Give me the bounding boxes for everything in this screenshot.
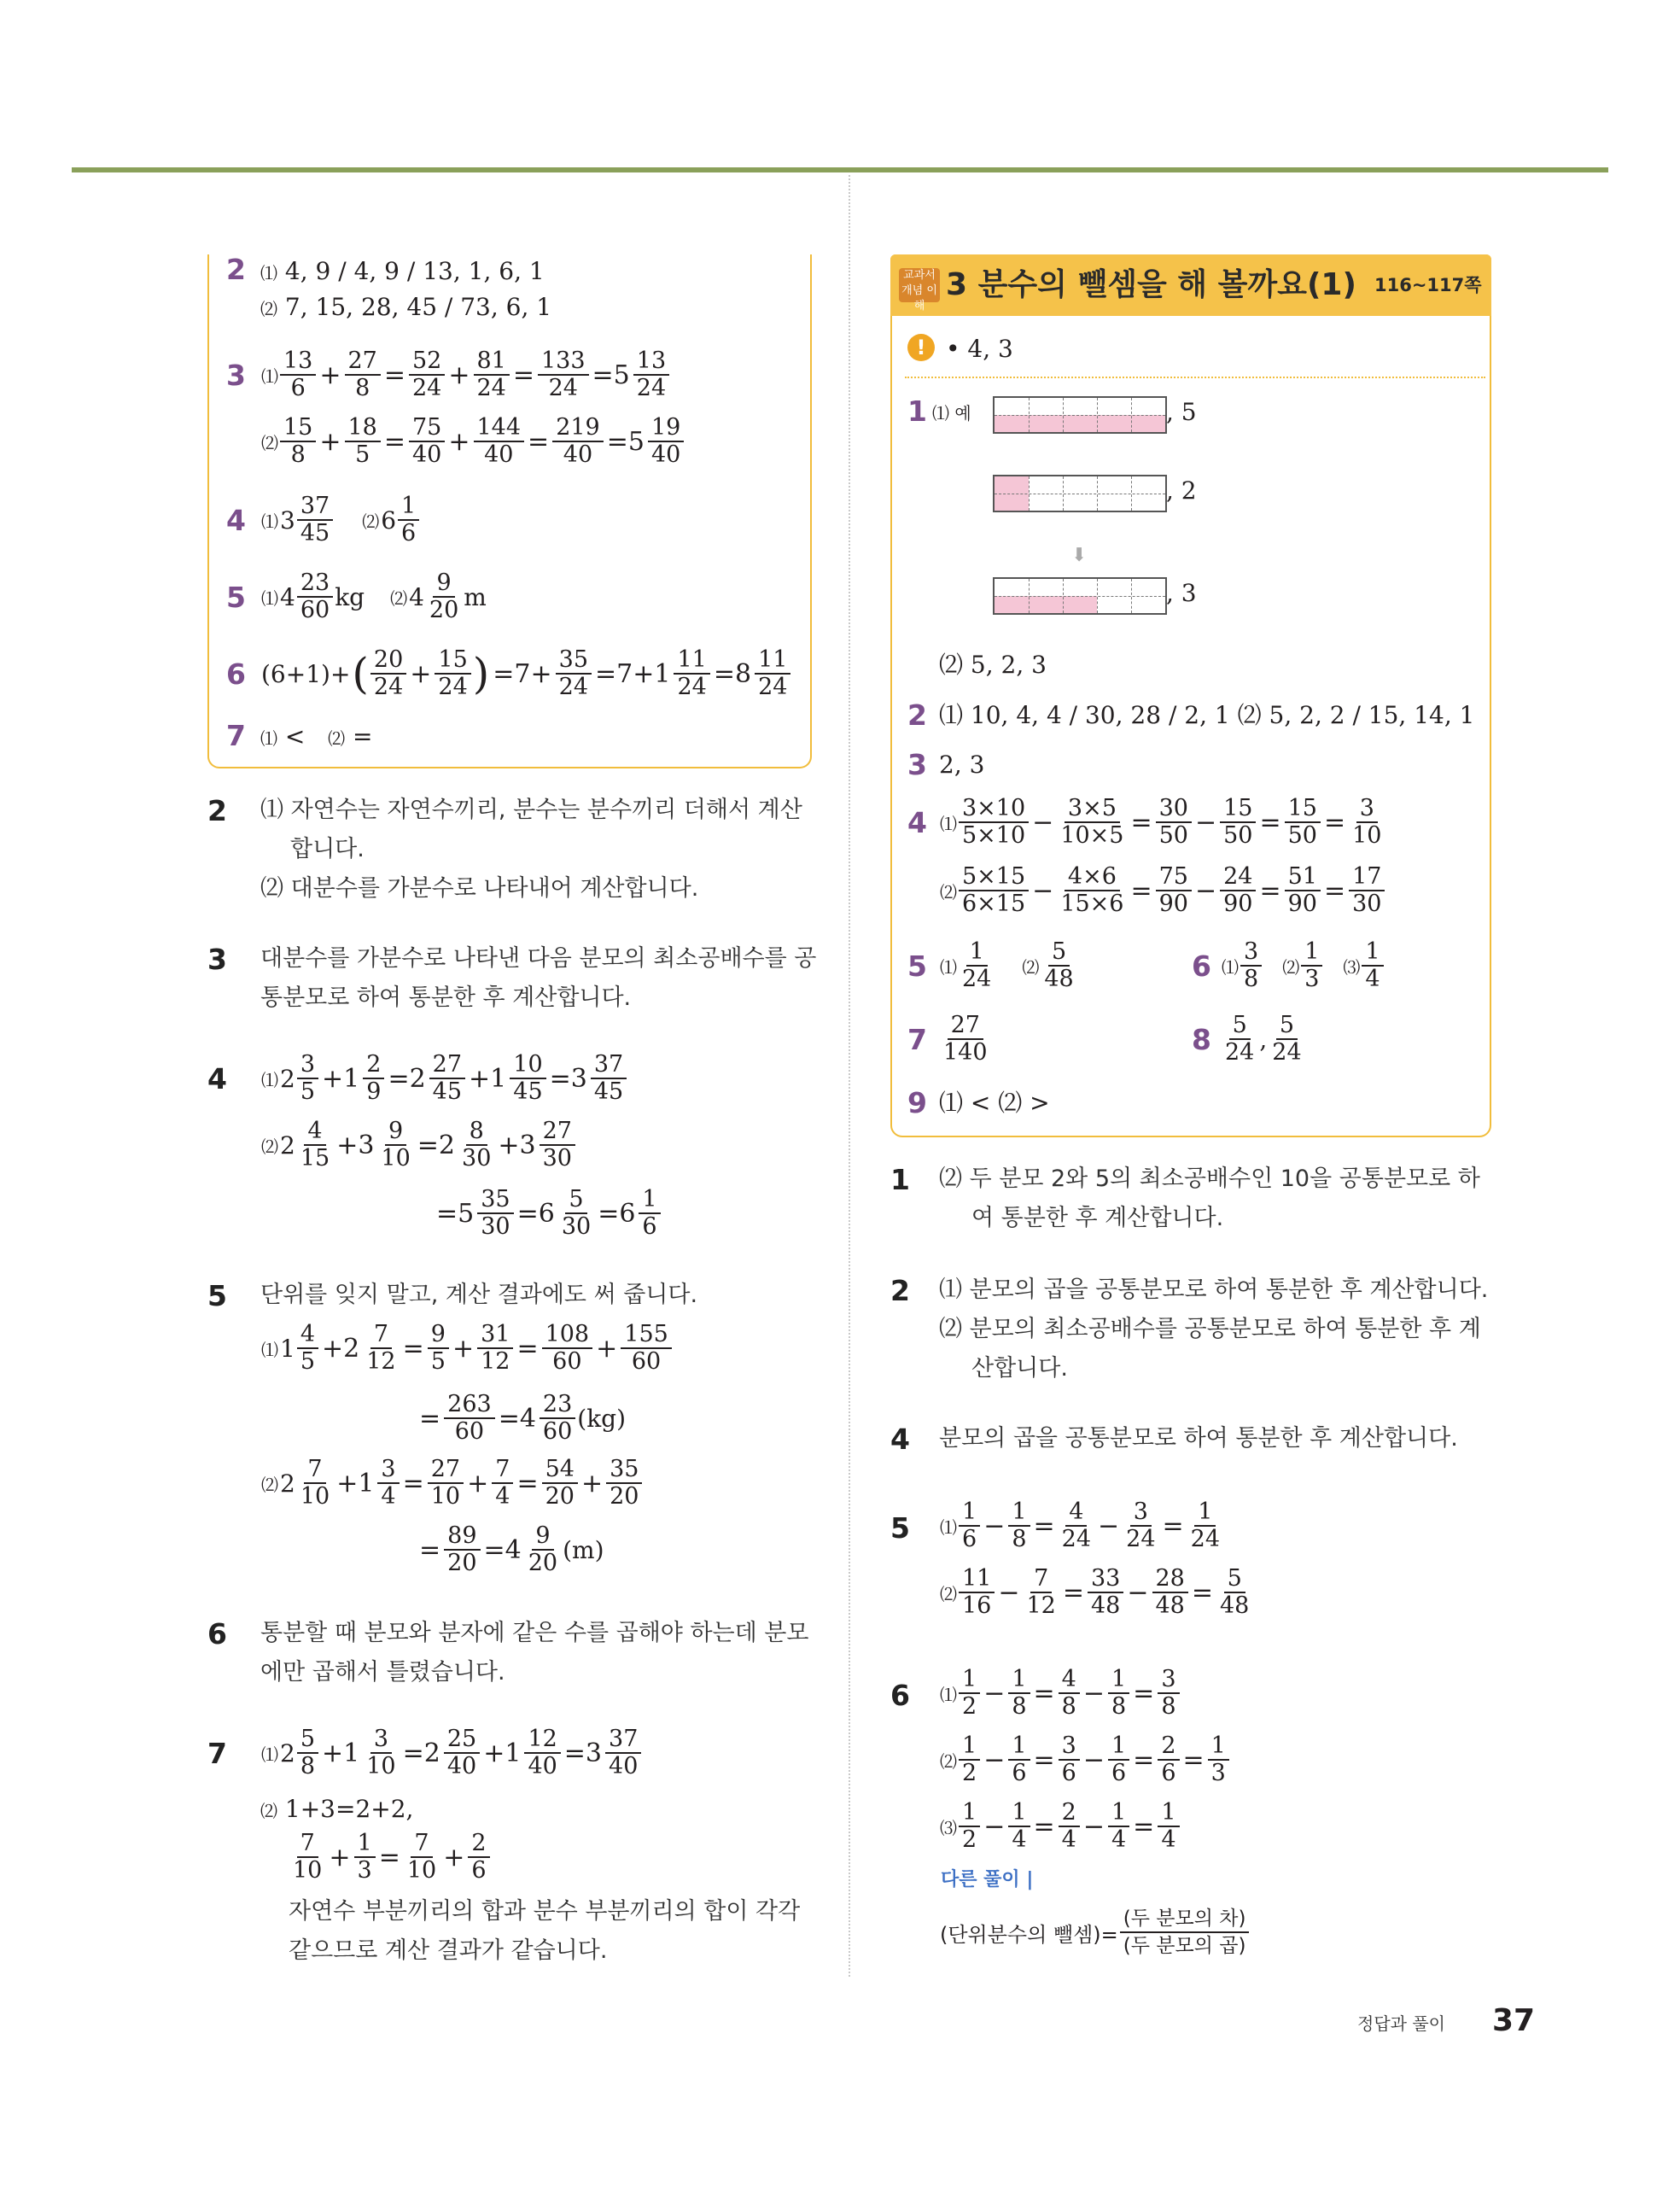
expl4-part1: ⑴ 2 3 5 +1 $\frac{2}{9}$ =2 27 45 +1 $\frac{10}{45}$ =3 37 45 [260,1052,627,1105]
r-q5-answer: ⑴ 1 24 ⑵ 5 48 [940,938,1074,992]
expl6-number: 6 [207,1617,227,1651]
check-answer: • 4, 3 [946,335,1013,363]
r-q1-number: 1 [907,394,927,428]
expl5-part2b: = $\frac{89}{20}$ =4 9 20 (m) [419,1522,604,1576]
section-tag: 교과서 개념 이해 [899,268,940,302]
unit-fraction-rule: (단위분수의 뺄셈)= (두 분모의 차) (두 분모의 곱) [939,1906,1250,1959]
expl4-part2a: ⑵ 2 4 15 +3 $\frac{9}{10}$ =2 8 30 +3 27 30 [260,1119,576,1171]
r-q5-number: 5 [907,949,927,983]
q3-part1: ⑴ 13 6 + $\frac{27}{8}$ = $\frac{52}{24}$ + $\frac{81}{24}$ = $\frac{133}{24}$ =5 13 24 [260,348,670,401]
other-solution-label: 다른 풀이 | [941,1869,1034,1890]
r-q1-label: ⑴ 예 [932,403,971,424]
q3-number: 3 [226,359,246,392]
expl7-part2b: 7 10 + $\frac{1}{3}$ = $\frac{7}{10}$ + $\frac{2}{6}$ [289,1831,491,1884]
r-expl6-part3: ⑶ 1 2 − $\frac{1}{4}$ = $\frac{2}{4}$ − $\frac{1}{4}$ = $\frac{1}{4}$ [939,1800,1181,1853]
fraction-grid-c [993,577,1167,615]
r-q6-number: 6 [1192,949,1211,983]
expl4-part2b: =5 $\frac{35}{30}$ =6 $\frac{5}{30}$ =6 1 6 [434,1187,662,1240]
r-q7-answer: 27 140 [943,1012,988,1066]
expl7-part2a: ⑵ 1+3=2+2, [260,1795,414,1823]
r-q4-part2: ⑵ 5×15 6×15 − $\frac{4\times 6}{15\times 6}$ = $\frac{75}{90}$ − $\frac{24}{90}$ = $\frac{51}{90}$ = $\frac{17}{30}$ [939,864,1385,917]
r-expl5-part1: ⑴ 1 6 − $\frac{1}{8}$ = $\frac{4}{24}$ − $\frac{3}{24}$ = $\frac{1}{24}$ [940,1499,1221,1552]
expl7-part1: ⑴ 2 5 8 +1 $\frac{3}{10}$ =2 25 40 +1 $\frac{12}{40}$ =3 37 40 [260,1727,642,1779]
r-q1-part2: ⑵ 5, 2, 3 [939,651,1047,679]
section-title: 3 분수의 뺄셈을 해 볼까요(1) [946,267,1356,302]
r-q2-number: 2 [907,698,927,732]
q6-number: 6 [226,657,246,691]
r-expl4-number: 4 [890,1423,910,1456]
q2-part2: 7, 15, 28, 45 / 73, 6, 1 [284,293,552,321]
r-q8-number: 8 [1192,1023,1211,1056]
q7-answer: ⑴ < ⑵ = [260,722,373,751]
page-number: 37 [1492,2003,1536,2038]
expl5-part1a: ⑴ 1 4 5 +2 $\frac{7}{12}$ = $\frac{9}{5}$ + $\frac{31}{12}$ = $\frac{108}{60}$ + $\frac{155}{60}$ [260,1322,673,1375]
expl2-number: 2 [207,794,227,827]
expl7-line2: 같으므로 계산 결과가 같습니다. [289,1937,608,1964]
expl5-part2a: ⑵ 2 7 10 +1 $\frac{3}{4}$ = $\frac{27}{10}$ + $\frac{7}{4}$ = $\frac{54}{20}$ + $\frac{35}{20}$ [260,1457,643,1510]
q2-part1: 4, 9 / 4, 9 / 13, 1, 6, 1 [284,257,545,285]
r-q3-number: 3 [907,748,927,781]
q4-answer: ⑴ 3 37 45 ⑵ 6 1 6 [260,494,420,546]
r-q6-answer: ⑴ 3 8 ⑵ 1 3 ⑶ 1 4 [1221,939,1385,992]
r-q2-answer: ⑴ 10, 4, 4 / 30, 28 / 2, 1 ⑵ 5, 2, 2 / 15, 14, 1 [939,701,1475,729]
fraction-grid-b [993,475,1167,512]
expl3-line1: 대분수를 가분수로 나타낸 다음 분모의 최소공배수를 공 [260,945,817,972]
r-expl5-part2: ⑵ 11 16 − $\frac{7}{12}$ = $\frac{33}{48}$ − $\frac{28}{48}$ = $\frac{5}{48}$ [940,1565,1250,1619]
r-q9-answer: ⑴ < ⑵ > [939,1089,1050,1117]
exclamation-icon: ! [907,334,935,361]
footer-label: 정답과 풀이 [1357,2013,1445,2034]
expl6-line2: 에만 곱해서 틀렸습니다. [260,1659,505,1686]
expl5-line1: 단위를 잊지 말고, 계산 결과에도 써 줍니다. [260,1282,698,1308]
r-q4-part1: ⑴ 3×10 5×10 − $\frac{3\times 5}{10\times 5}$ = $\frac{30}{50}$ − $\frac{15}{50}$ = $\frac{15}{50}$ = $\frac{3}{10}$ [940,795,1382,849]
r-expl1-line1: ⑵ 두 분모 2와 5의 최소공배수인 10을 공통분모로 하 [939,1166,1480,1192]
r-expl2-line3: 산합니다. [971,1355,1068,1382]
expl2-line1: ⑴ 자연수는 자연수끼리, 분수는 분수끼리 더해서 계산 [260,797,802,823]
r-expl6-part1: ⑴ 1 2 − $\frac{1}{8}$ = $\frac{4}{8}$ − $\frac{1}{8}$ = $\frac{3}{8}$ [939,1667,1181,1720]
r-q1-a: , 5 [1166,398,1197,426]
expl7-number: 7 [207,1737,227,1770]
expl6-line1: 통분할 때 분모와 분자에 같은 수를 곱해야 하는데 분모 [260,1620,809,1646]
r-q7-number: 7 [907,1023,927,1056]
r-expl2-line1: ⑴ 분모의 곱을 공통분모로 하여 통분한 후 계산합니다. [939,1277,1489,1303]
r-expl1-number: 1 [890,1163,910,1196]
dotted-separator [905,377,1485,378]
q3-part2: ⑵ 15 8 + $\frac{18}{5}$ = $\frac{75}{40}$ + $\frac{144}{40}$ = $\frac{219}{40}$ =5 19 40 [260,415,685,468]
q6-answer: (6+1)+ ( 20 24 + $\frac{15}{24}$ ) =7+ $\frac{35}{24}$ =7+1 $\frac{11}{24}$ =8 11 24 [260,647,791,700]
answer-box-right [890,254,1491,1137]
r-expl1-line2: 여 통분한 후 계산합니다. [971,1205,1224,1231]
r-q8-answer: 5 24 , 5 24 [1225,1012,1302,1066]
column-divider [849,175,850,1977]
section-pages: 116~117쪽 [1374,275,1482,295]
down-arrow-icon: ⬇ [1071,545,1088,566]
q7-number: 7 [226,719,246,752]
q5-number: 5 [226,581,246,614]
r-q9-number: 9 [907,1086,927,1119]
r-expl5-number: 5 [890,1511,910,1545]
expl2-line2: 합니다. [290,836,365,862]
fraction-grid-a [993,396,1167,434]
q2-number: 2 [226,253,246,286]
expl3-line2: 통분모로 하여 통분한 후 계산합니다. [260,984,632,1011]
expl4-number: 4 [207,1062,227,1096]
r-q1-c: , 3 [1166,579,1197,607]
expl7-line1: 자연수 부분끼리의 합과 분수 부분끼리의 합이 각각 [289,1898,801,1925]
expl5-part1b: = $\frac{263}{60}$ =4 23 60 (kg) [419,1391,627,1445]
q5-answer: ⑴ 4 23 60 kg ⑵ 4 9 20 m [261,570,487,623]
header-rule [72,167,1608,172]
expl2-line3: ⑵ 대분수를 가분수로 나타내어 계산합니다. [260,875,699,902]
r-q1-b: , 2 [1166,476,1197,505]
r-q3-answer: 2, 3 [939,751,985,779]
r-expl2-number: 2 [890,1274,910,1307]
r-q4-number: 4 [907,806,927,839]
r-expl6-part2: ⑵ 1 2 − $\frac{1}{6}$ = $\frac{3}{6}$ − $\frac{1}{6}$ = $\frac{2}{6}$ = $\frac{1}{3}$ [939,1733,1230,1786]
r-expl4-line1: 분모의 곱을 공통분모로 하여 통분한 후 계산합니다. [939,1425,1458,1452]
expl5-number: 5 [207,1279,227,1312]
r-expl2-line2: ⑵ 분모의 최소공배수를 공통분모로 하여 통분한 후 계 [939,1316,1481,1342]
q4-number: 4 [226,504,246,537]
expl3-number: 3 [207,943,227,976]
r-expl6-number: 6 [890,1679,910,1712]
